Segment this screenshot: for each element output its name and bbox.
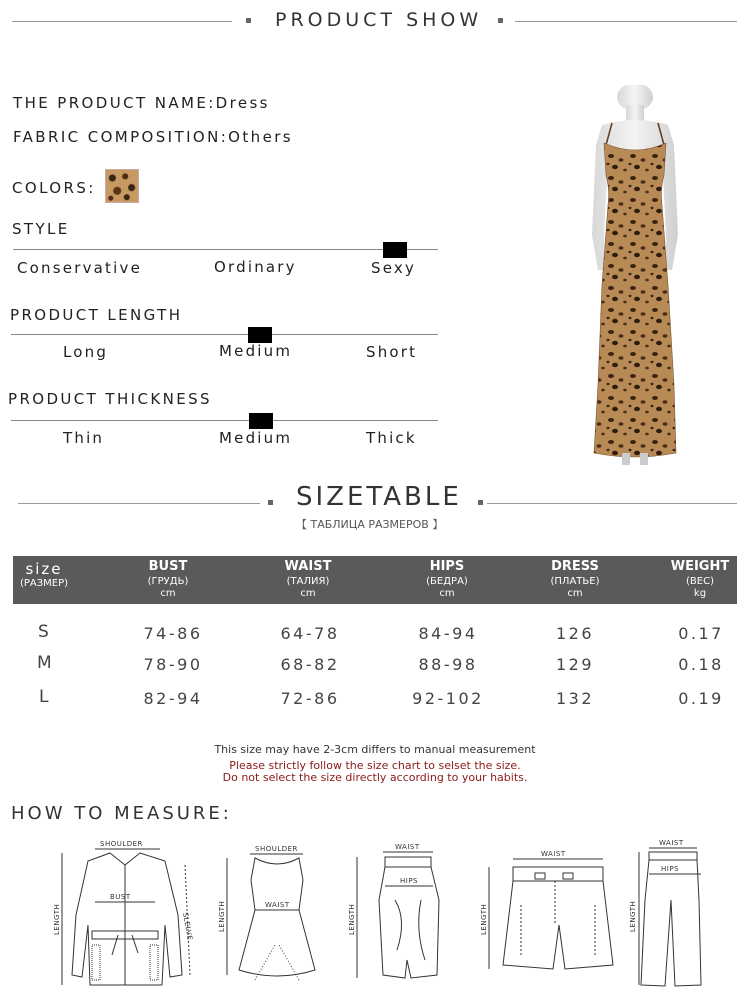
sizetable-subtitle: 【 ТАБЛИЦА РАЗМЕРОВ 】: [296, 518, 444, 531]
jacket-length-label: LENGTH: [53, 903, 61, 935]
measurement-note: This size may have 2-3cm differs to manual measurement: [214, 743, 536, 756]
sizetable-rule-left: [18, 503, 260, 504]
sizetable-square-left: [268, 500, 273, 505]
page-title: PRODUCT SHOW: [275, 9, 483, 31]
table-cell-bust: 82-94: [143, 689, 203, 708]
warning-note-2: Do not select the size directly according to your habits.: [222, 771, 528, 784]
thickness-marker: [249, 413, 273, 429]
header-rule-right: [515, 21, 737, 22]
shorts-waist-label: WAIST: [541, 850, 566, 858]
thickness-scale-line: [11, 420, 438, 421]
table-cell-waist: 72-86: [280, 689, 340, 708]
pants-diagram: [625, 840, 735, 990]
warning-note-1: Please strictly follow the size chart to selset the size.: [229, 759, 521, 772]
dress-length-label: LENGTH: [218, 900, 226, 932]
col-hips: HIPS (БЕДРА) cm: [426, 559, 468, 599]
sizetable-header: [13, 556, 737, 604]
style-marker: [383, 242, 407, 258]
table-cell-size: L: [39, 687, 49, 707]
pants-hips-label: HIPS: [661, 865, 679, 873]
table-cell-bust: 78-90: [143, 655, 203, 674]
length-title: PRODUCT LENGTH: [10, 306, 183, 324]
skirt-length-label: LENGTH: [348, 903, 356, 935]
table-cell-bust: 74-86: [143, 624, 203, 643]
table-cell-hips: 92-102: [412, 689, 484, 708]
leopard-swatch-icon[interactable]: [105, 169, 139, 203]
header-square-right: [498, 18, 503, 23]
jacket-diagram: [50, 835, 200, 990]
jacket-shoulder-label: SHOULDER: [100, 840, 143, 848]
col-weight: WEIGHT (ВЕС) kg: [670, 559, 730, 599]
length-label-medium: Medium: [219, 342, 293, 360]
dress-waist-label: WAIST: [265, 901, 290, 909]
table-cell-weight: 0.17: [678, 624, 724, 643]
skirt-waist-label: WAIST: [395, 843, 420, 851]
table-cell-weight: 0.19: [678, 689, 724, 708]
colors-label: COLORS:: [12, 179, 96, 197]
thickness-label-medium: Medium: [219, 429, 293, 447]
thickness-label-thin: Thin: [63, 429, 105, 447]
skirt-hips-label: HIPS: [400, 877, 418, 885]
table-cell-hips: 88-98: [418, 655, 478, 674]
table-cell-waist: 64-78: [280, 624, 340, 643]
header-square-left: [246, 18, 251, 23]
shorts-diagram: [475, 845, 620, 975]
style-title: STYLE: [12, 220, 70, 238]
col-bust: BUST (ГРУДЬ) cm: [147, 559, 189, 599]
col-waist: WAIST (ТАЛИЯ) cm: [284, 559, 332, 599]
pants-length-label: LENGTH: [629, 900, 637, 932]
dress-diagram: [215, 840, 320, 985]
col-dress: DRESS (ПЛАТЬЕ) cm: [550, 559, 600, 599]
length-label-long: Long: [63, 343, 109, 361]
thickness-label-thick: Thick: [366, 429, 417, 447]
table-cell-dress: 132: [555, 689, 595, 708]
sizetable-rule-right: [487, 503, 737, 504]
header-rule-left: [12, 21, 232, 22]
col-size: size (РАЗМЕР): [19, 560, 69, 589]
style-label-sexy: Sexy: [371, 259, 417, 277]
fabric-composition: FABRIC COMPOSITION:Others: [13, 128, 293, 146]
pants-waist-label: WAIST: [659, 840, 684, 847]
table-cell-dress: 126: [555, 624, 595, 643]
length-label-short: Short: [366, 343, 418, 361]
dress-shoulder-label: SHOULDER: [255, 845, 298, 853]
style-label-ordinary: Ordinary: [214, 258, 297, 276]
table-cell-weight: 0.18: [678, 655, 724, 674]
length-scale-line: [11, 334, 438, 335]
jacket-bust-label: BUST: [110, 893, 131, 901]
style-scale-line: [13, 249, 438, 250]
table-cell-size: S: [38, 622, 49, 642]
style-label-conservative: Conservative: [17, 259, 142, 277]
sizetable-title: SIZETABLE: [296, 482, 462, 512]
length-marker: [248, 327, 272, 343]
table-cell-hips: 84-94: [418, 624, 478, 643]
shorts-length-label: LENGTH: [480, 903, 488, 935]
thickness-title: PRODUCT THICKNESS: [8, 390, 212, 408]
table-cell-waist: 68-82: [280, 655, 340, 674]
table-cell-size: M: [37, 653, 52, 673]
sizetable-square-right: [478, 500, 483, 505]
how-to-measure-title: HOW TO MEASURE:: [11, 803, 232, 824]
table-cell-dress: 129: [555, 655, 595, 674]
product-name: THE PRODUCT NAME:Dress: [13, 94, 270, 112]
product-photo: [540, 85, 730, 470]
skirt-diagram: [345, 840, 445, 985]
jacket-sleeve-label: SLELVE: [181, 911, 194, 942]
